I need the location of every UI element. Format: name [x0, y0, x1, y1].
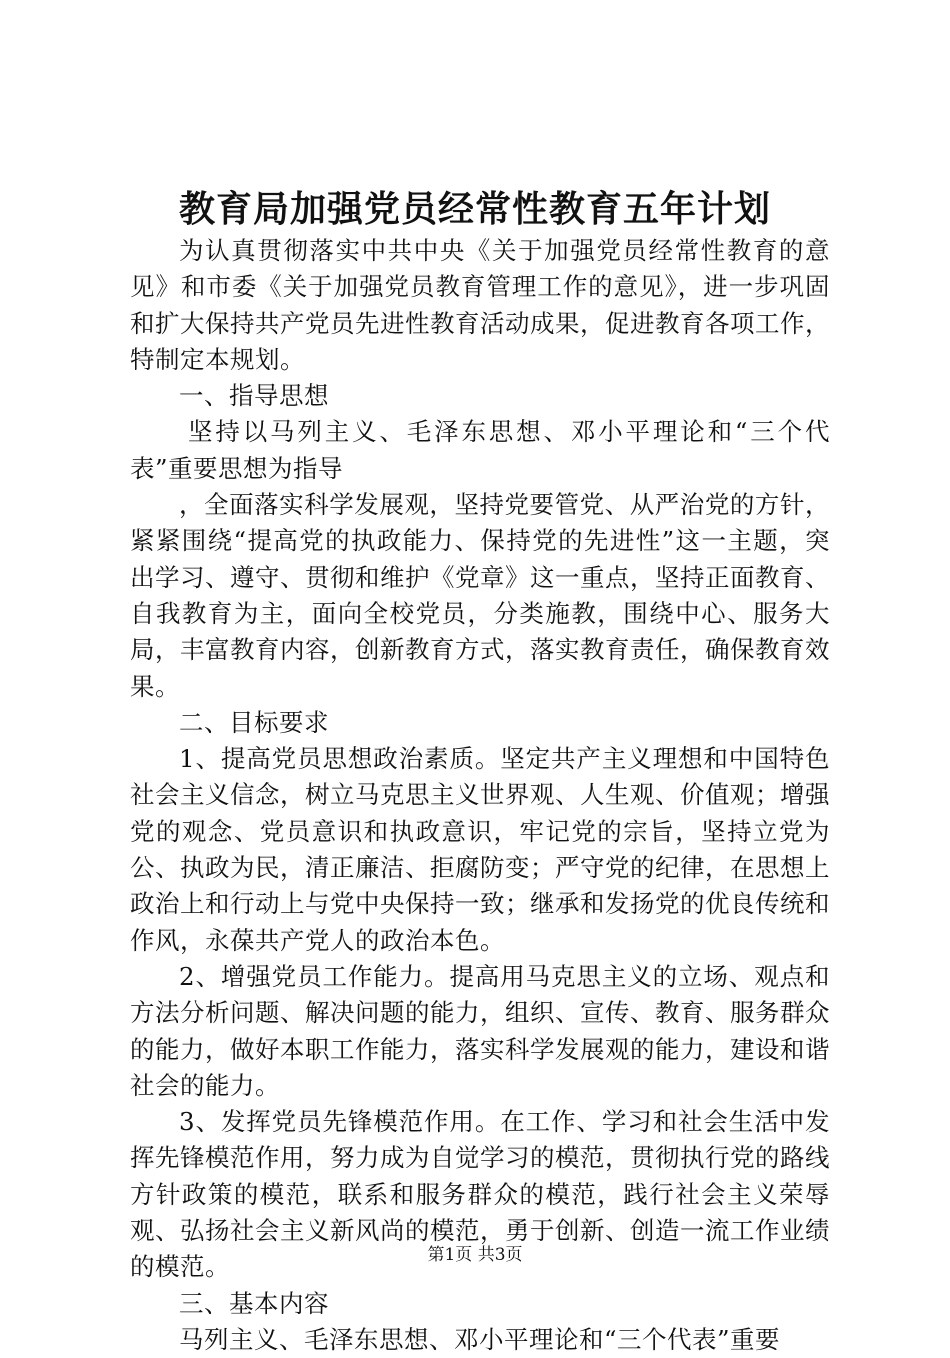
document-title: 教育局加强党员经常性教育五年计划 — [178, 188, 771, 230]
section-heading-basic-content: 三、基本内容 — [179, 1288, 329, 1318]
goal-item-3: 3、发挥党员先锋模范作用。在工作、学习和社会生活中发挥先锋模范作用，努力成为自觉学习的模范，贯彻执行党的路线方针政策的模范，联系和服务群众的模范，践行社会主义荣辱观、弘扬社会主义新风尚的模范，勇于创新、创造一流工作业绩的模范。 — [130, 1107, 830, 1282]
section-heading-guiding-ideology: 一、指导思想 — [179, 381, 329, 411]
guiding-ideology-paragraph-1: 坚持以马列主义、毛泽东思想、邓小平理论和“三个代表”重要思想为指导 — [130, 417, 830, 483]
section-heading-goals: 二、目标要求 — [179, 707, 329, 737]
document-body — [130, 233, 830, 1358]
basic-content-paragraph: 马列主义、毛泽东思想、邓小平理论和“三个代表”重要 — [179, 1324, 781, 1354]
intro-paragraph: 为认真贯彻落实中共中央《关于加强党员经常性教育的意见》和市委《关于加强党员教育管理工作的意见》，进一步巩固和扩大保持共产党员先进性教育活动成果，促进教育各项工作，特制定本规划。 — [130, 236, 830, 374]
guiding-ideology-paragraph-2: ，全面落实科学发展观，坚持党要管党、从严治党的方针，紧紧围绕“提高党的执政能力、保持党的先进性”这一主题，突出学习、遵守、贯彻和维护《党章》这一重点，坚持正面教育、自我教育为主，面向全校党员，分类施教，围绕中心、服务大局，丰富教育内容，创新教育方式，落实教育责任，确保教育效果。 — [130, 490, 830, 701]
goal-item-1: 1、提高党员思想政治素质。坚定共产主义理想和中国特色社会主义信念，树立马克思主义世界观、人生观、价值观；增强党的观念、党员意识和执政意识，牢记党的宗旨，坚持立党为公、执政为民，清正廉洁、拒腐防变；严守党的纪律，在思想上政治上和行动上与党中央保持一致；继承和发扬党的优良传统和作风，永葆共产党人的政治本色。 — [130, 744, 830, 955]
page-footer: 第1页 共3页 — [427, 1245, 523, 1265]
goal-item-2: 2、增强党员工作能力。提高用马克思主义的立场、观点和方法分析问题、解决问题的能力，组织、宣传、教育、服务群众的能力，做好本职工作能力，落实科学发展观的能力，建设和谐社会的能力。 — [130, 961, 830, 1100]
